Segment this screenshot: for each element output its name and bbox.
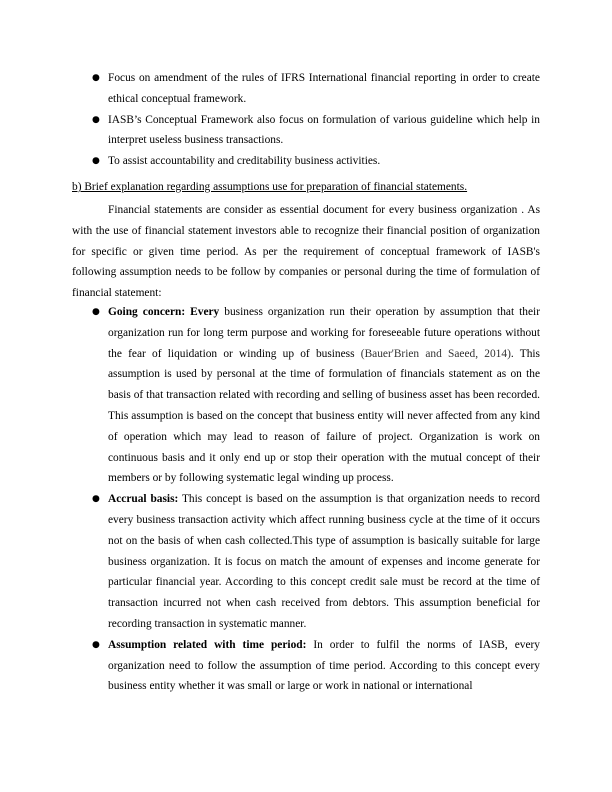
assumption-list	[92, 302, 540, 697]
intro-paragraph	[72, 200, 540, 304]
bullet-icon: ●	[92, 114, 100, 125]
list-item	[92, 151, 540, 172]
intro-paragraph-text: Financial statements are consider as essential document for every business organization . As with the use of financial statement investors able to recognize their financial position of organization for specific or given time period. As per the requirement of conceptual framework of IASB's following assumption needs to be follow by companies or personal during the time of formulation of financial statement:	[72, 204, 540, 300]
list-item	[92, 68, 540, 110]
bullet-icon: ●	[92, 307, 100, 317]
bullet-icon: ●	[92, 639, 100, 650]
bullet-text: Focus on amendment of the rules of IFRS International financial reporting in order to create ethical conceptual framework.	[108, 72, 540, 105]
assumption-text: In order to fulfil the norms of IASB, every organization need to follow the assumption of time period. According to this concept every business entity whether it was small or large or work in national or international	[108, 638, 540, 693]
assumption-time-period	[92, 635, 540, 697]
bullet-icon: ●	[92, 156, 100, 167]
assumption-text: This concept is based on the assumption is that organization needs to record every business transaction activity which affect running business cycle at the time of it occurs not on the basis of when cash collected.This type of assumption is basically suitable for large business organization. It is focus on match the amount of expenses and income generate for particular financial year. According to this concept credit sale must be record at the time of transaction incurred not when cash received from debtors. This assumption beneficial for recording transaction in systematic manner.	[108, 493, 540, 630]
bullet-icon: ●	[92, 494, 100, 505]
assumption-term: Going concern: Every	[108, 306, 220, 318]
assumption-text: business organization run their operation by assumption that their organization run for long term purpose and working for foreseeable future operations without the fear of liquidation or winding up of business	[108, 306, 540, 360]
assumption-text-continued: . This assumption is used by personal at the time of formulation of financials statement as on the basis of that transaction related with recording and selling of business asset has been recorded. This assumption is based on the concept that business entity will never affected from any kind of operation which may lead to reason of failure of project. Organization is work on continuous basis and it only end up or stop their operation with the mutual concept of their members or by following systematic legal winding up process.	[108, 347, 540, 485]
bullet-text: IASB’s Conceptual Framework also focus on formulation of various guideline which help in interpret useless business transactions.	[108, 113, 540, 147]
bullet-icon: ●	[92, 73, 100, 83]
assumption-term: Assumption related with time period:	[108, 638, 307, 651]
top-bullet-list	[92, 68, 540, 172]
assumption-term: Accrual basis:	[108, 493, 179, 506]
bullet-text: To assist accountability and creditability business activities.	[108, 155, 381, 168]
section-heading: b) Brief explanation regarding assumptions use for preparation of financial statements.	[72, 181, 468, 193]
list-item	[92, 110, 540, 152]
assumption-accrual-basis	[92, 489, 540, 635]
citation: (Bauer'Brien and Saeed, 2014)	[360, 347, 511, 360]
assumption-going-concern	[92, 302, 540, 489]
